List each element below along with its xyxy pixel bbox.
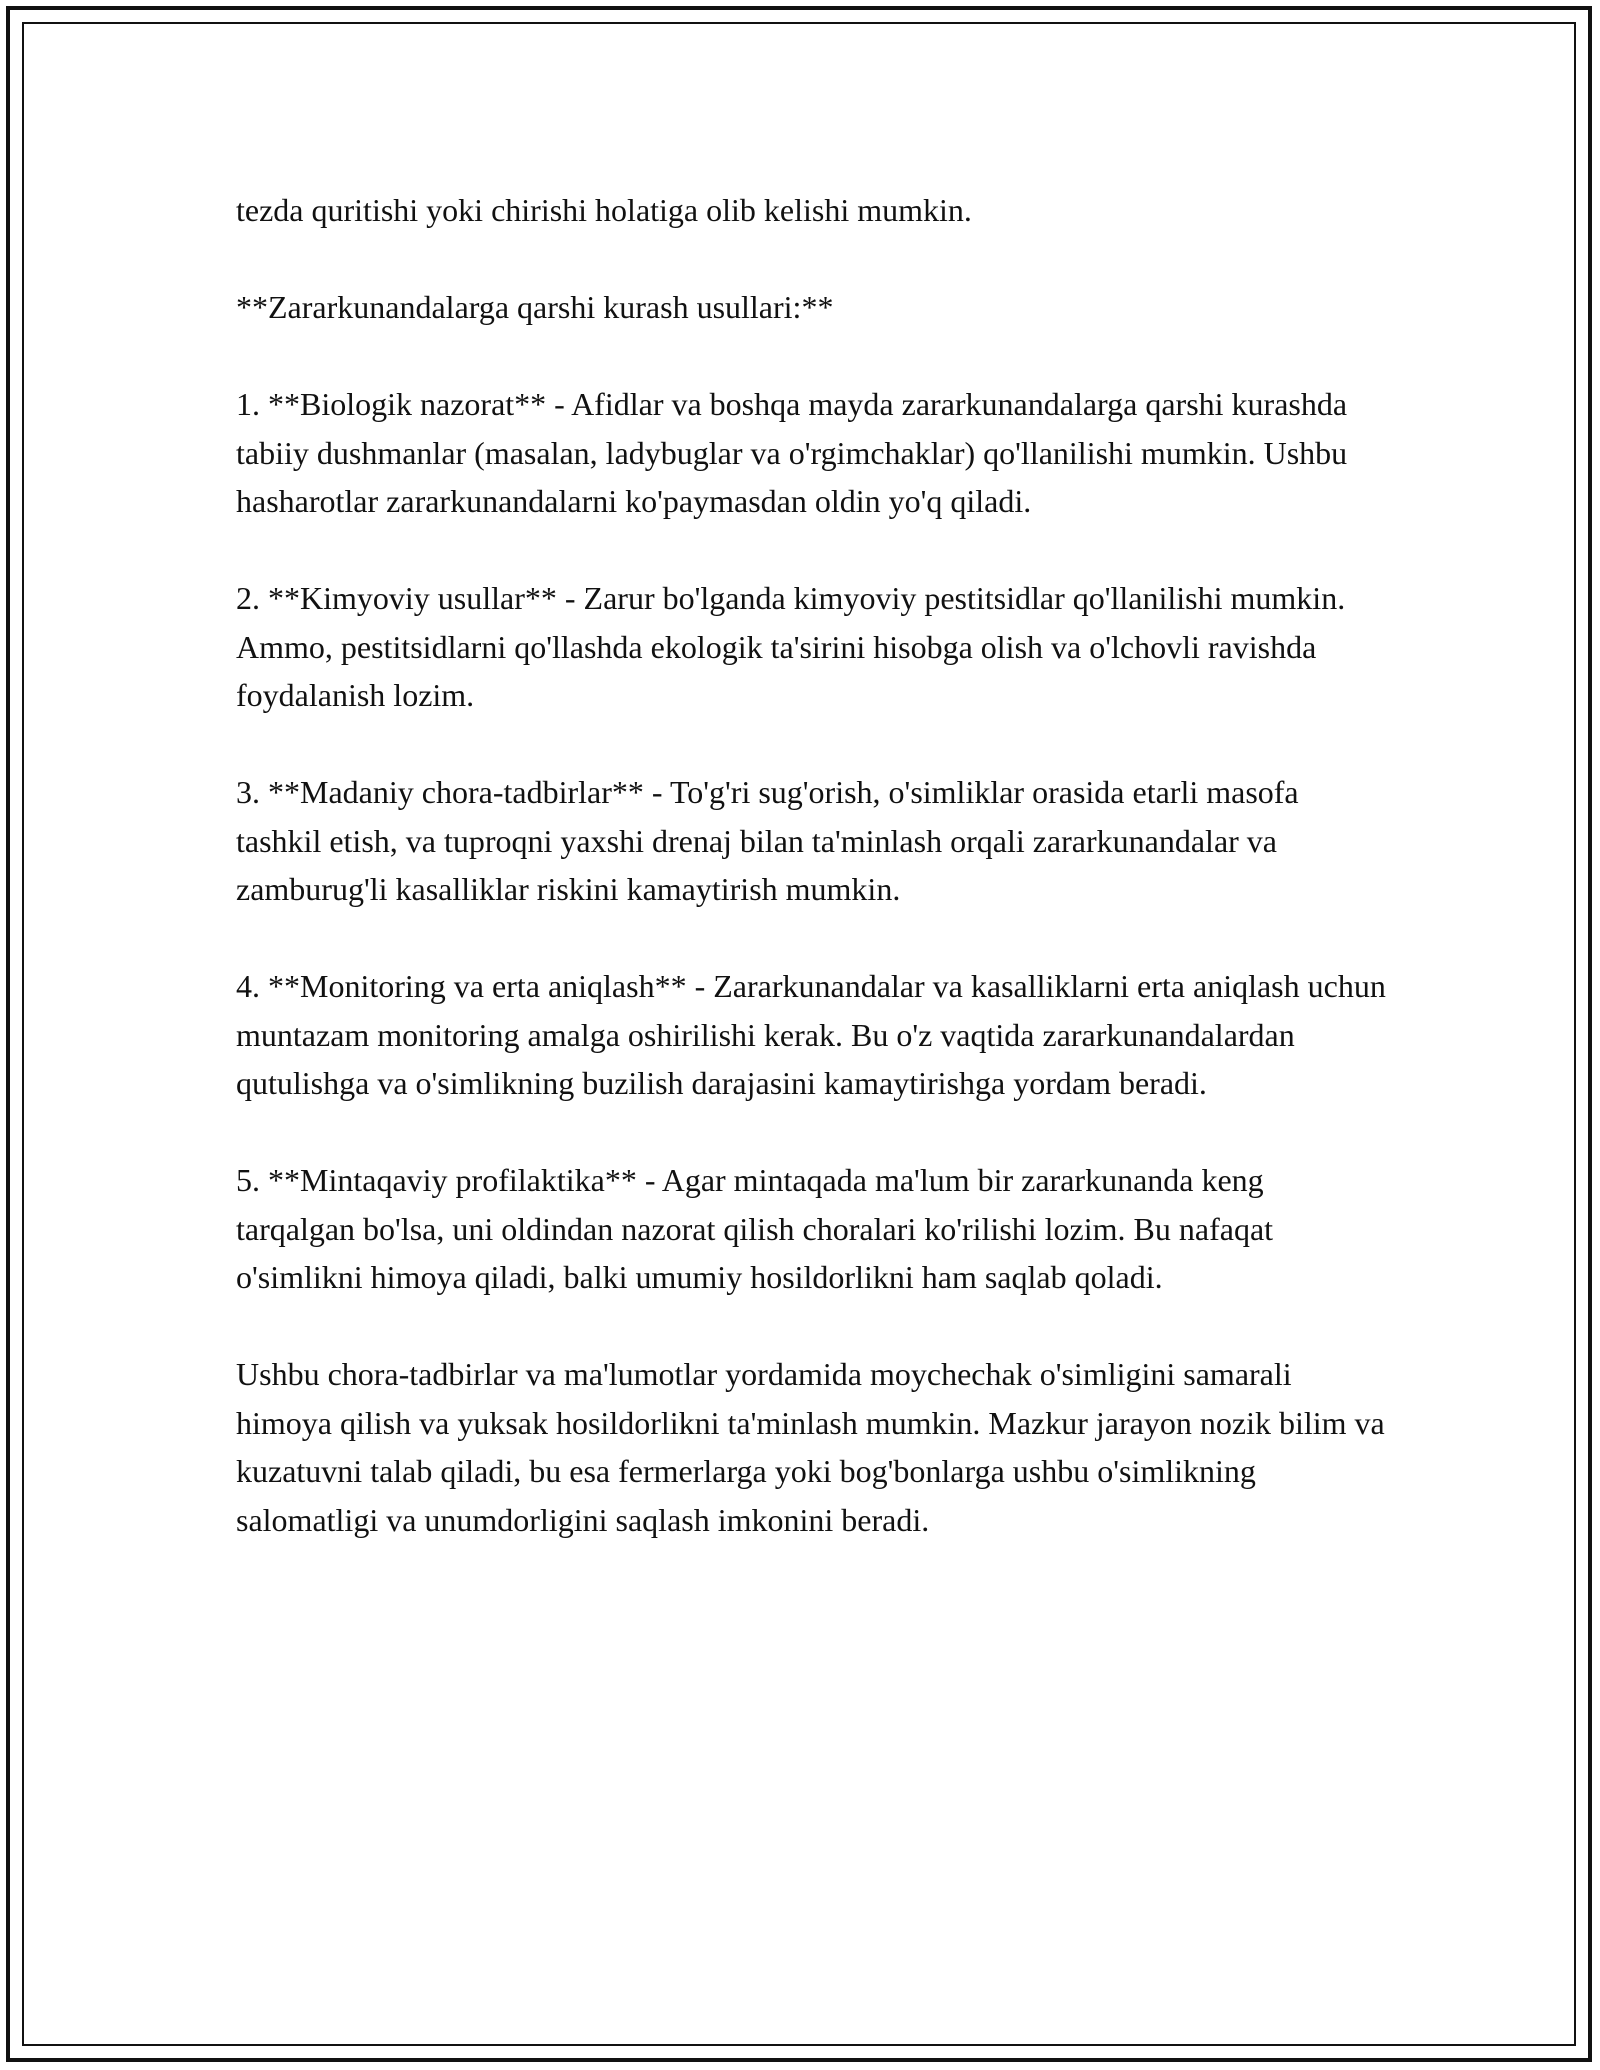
list-item-cultural-measures: 3. **Madaniy chora-tadbirlar** - To'g'ri sug'orish, o'simliklar orasida etarli masofa tashkil etish, va tuproqni yaxshi drenaj bilan ta'minlash orqali zararkunandalar va zamburug'li kasalliklar riskini kamaytirish mumkin. [236, 774, 1299, 907]
list-item-regional-prevention: 5. **Mintaqaviy profilaktika** - Agar mintaqada ma'lum bir zararkunanda keng tarqalgan bo'lsa, uni oldindan nazorat qilish choralari ko'rilishi lozim. Bu nafaqat o'simlikni himoya qiladi, balki umumiy hosildorlikni ham saqlab qoladi. [236, 1162, 1274, 1295]
section-heading: **Zararkunandalarga qarshi kurash usullari:** [236, 289, 834, 325]
list-item-chemical-methods: 2. **Kimyoviy usullar** - Zarur bo'lganda kimyoviy pestitsidlar qo'llanilishi mumkin. Ammo, pestitsidlarni qo'llashda ekologik ta'sirini hisobga olish va o'lchovli ravishda foydalanish lozim. [236, 580, 1346, 713]
list-item-monitoring: 4. **Monitoring va erta aniqlash** - Zararkunandalar va kasalliklarni erta aniqlash uchun muntazam monitoring amalga oshirilishi kerak. Bu o'z vaqtida zararkunandalardan qutulishga va o'simlikning buzilish darajasini kamaytirishga yordam beradi. [236, 968, 1386, 1101]
list-item-biological-control: 1. **Biologik nazorat** - Afidlar va boshqa mayda zararkunandalarga qarshi kurashda tabiiy dushmanlar (masalan, ladybuglar va o'rgimchaklar) qo'llanilishi mumkin. Ushbu hasharotlar zararkunandalarni ko'paymasdan oldin yo'q qiladi. [236, 386, 1348, 519]
document-body [236, 186, 1386, 1593]
paragraph-continuation: tezda quritishi yoki chirishi holatiga olib kelishi mumkin. [236, 192, 972, 228]
paragraph-conclusion: Ushbu chora-tadbirlar va ma'lumotlar yordamida moychechak o'simligini samarali himoya qilish va yuksak hosildorlikni ta'minlash mumkin. Mazkur jarayon nozik bilim va kuzatuvni talab qiladi, bu esa fermerlarga yoki bog'bonlarga ushbu o'simlikning salomatligi va unumdorligini saqlash imkonini beradi. [236, 1356, 1385, 1538]
